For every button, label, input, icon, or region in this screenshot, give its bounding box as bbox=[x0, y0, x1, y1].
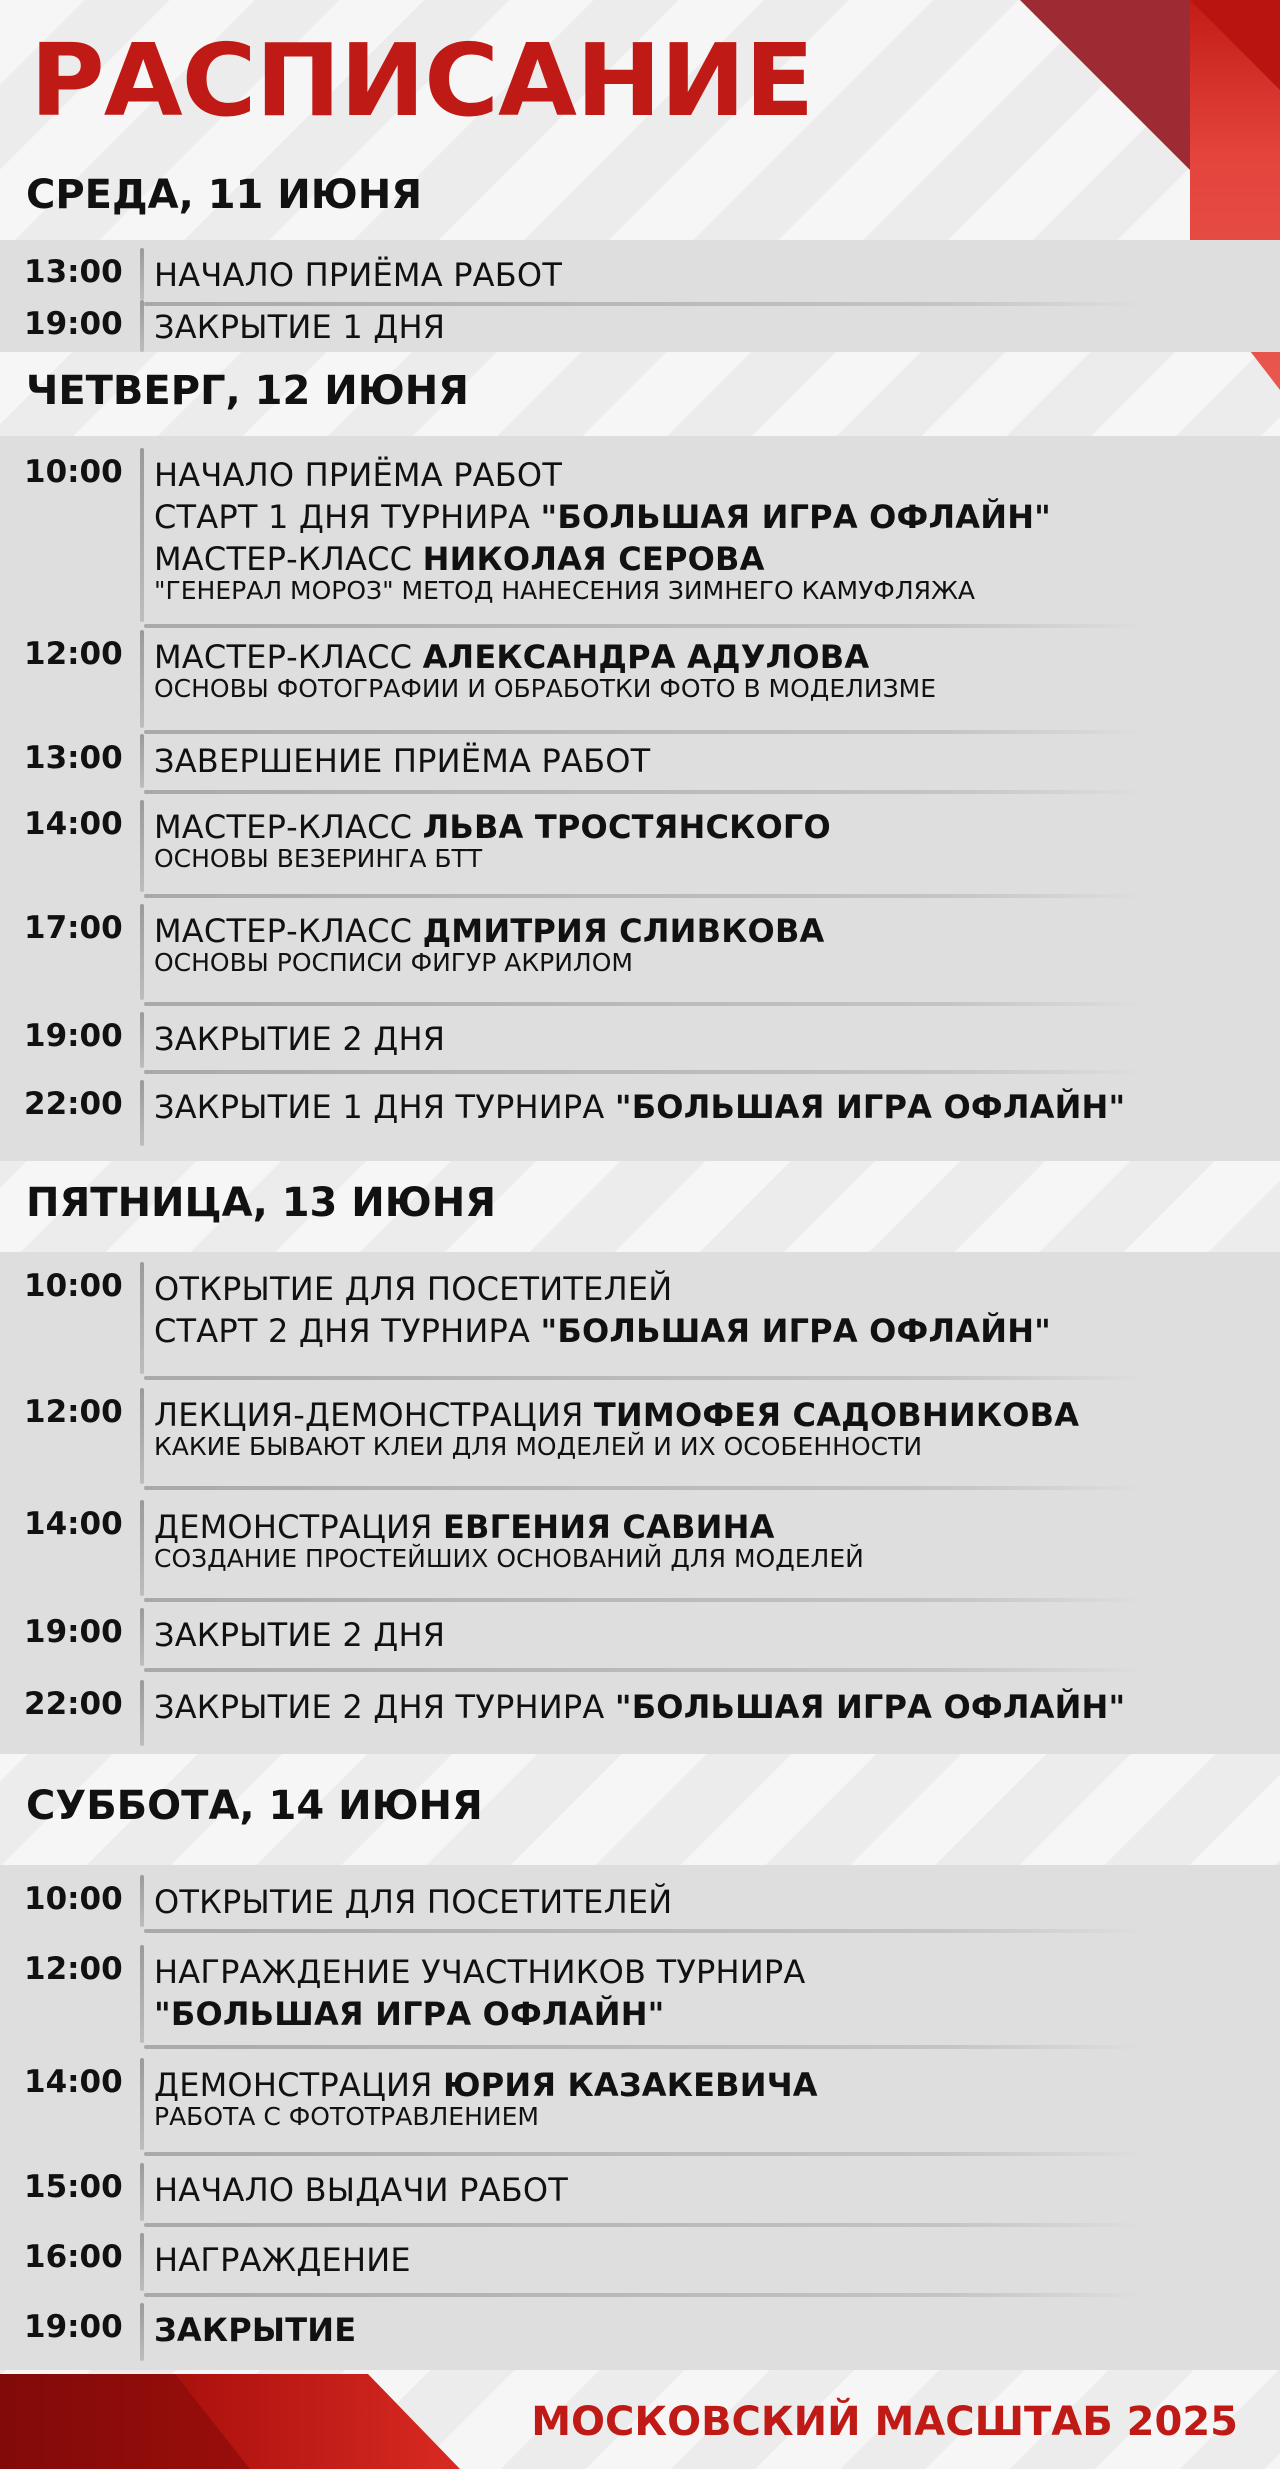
event-title bbox=[154, 912, 825, 950]
event-title bbox=[154, 1883, 672, 1921]
time-divider bbox=[140, 630, 144, 728]
event-title-text: НАГРАЖДЕНИЕ УЧАСТНИКОВ ТУРНИРА bbox=[154, 1953, 806, 1991]
row-divider bbox=[144, 2045, 1144, 2049]
event-time: 12:00 bbox=[24, 1951, 123, 1987]
time-divider bbox=[140, 2233, 144, 2291]
event-subtitle: "ГЕНЕРАЛ МОРОЗ" МЕТОД НАНЕСЕНИЯ ЗИМНЕГО КАМУФЛЯЖА bbox=[154, 576, 976, 605]
event-title-highlight: "БОЛЬШАЯ ИГРА ОФЛАЙН" bbox=[614, 1688, 1126, 1726]
time-divider bbox=[140, 1680, 144, 1746]
event-title bbox=[154, 1688, 1125, 1726]
row-divider bbox=[144, 1376, 1144, 1380]
time-divider bbox=[140, 2058, 144, 2150]
event-time: 10:00 bbox=[24, 1881, 123, 1917]
event-subtitle: ОСНОВЫ ВЕЗЕРИНГА БТТ bbox=[154, 844, 483, 873]
event-title-highlight: "БОЛЬШАЯ ИГРА ОФЛАЙН" bbox=[154, 1995, 665, 2033]
event-title-text: ЛЕКЦИЯ-ДЕМОНСТРАЦИЯ bbox=[154, 1396, 594, 1434]
event-title-text: МАСТЕР-КЛАСС bbox=[154, 540, 423, 578]
event-title bbox=[154, 2311, 356, 2349]
time-divider bbox=[140, 1500, 144, 1596]
event-time: 16:00 bbox=[24, 2239, 123, 2275]
event-time: 10:00 bbox=[24, 1268, 123, 1304]
event-time: 17:00 bbox=[24, 910, 123, 946]
event-title-highlight: "БОЛЬШАЯ ИГРА ОФЛАЙН" bbox=[614, 1088, 1126, 1126]
event-title-text: ЗАКРЫТИЕ 1 ДНЯ bbox=[154, 308, 446, 346]
row-divider bbox=[144, 1598, 1144, 1602]
event-title-highlight: "БОЛЬШАЯ ИГРА ОФЛАЙН" bbox=[540, 1312, 1052, 1350]
event-title bbox=[154, 1396, 1079, 1434]
event-title-text: ЗАКРЫТИЕ 2 ДНЯ bbox=[154, 1020, 446, 1058]
event-title bbox=[154, 1995, 665, 2033]
event-title bbox=[154, 1088, 1125, 1126]
event-title-highlight: "БОЛЬШАЯ ИГРА ОФЛАЙН" bbox=[540, 498, 1052, 536]
event-title-text: НАЧАЛО ПРИЁМА РАБОТ bbox=[154, 256, 563, 294]
row-divider bbox=[144, 1668, 1144, 1672]
time-divider bbox=[140, 1608, 144, 1666]
time-divider bbox=[140, 1875, 144, 1927]
event-title-text: ЗАКРЫТИЕ 2 ДНЯ ТУРНИРА bbox=[154, 1688, 615, 1726]
event-title-text: МАСТЕР-КЛАСС bbox=[154, 912, 423, 950]
event-title bbox=[154, 1616, 445, 1654]
event-subtitle: КАКИЕ БЫВАЮТ КЛЕИ ДЛЯ МОДЕЛЕЙ И ИХ ОСОБЕННОСТИ bbox=[154, 1432, 923, 1461]
event-title-text: ЗАКРЫТИЕ 1 ДНЯ ТУРНИРА bbox=[154, 1088, 615, 1126]
event-time: 10:00 bbox=[24, 454, 123, 490]
event-title-text: ДЕМОНСТРАЦИЯ bbox=[154, 1508, 443, 1546]
row-divider bbox=[144, 1070, 1144, 1074]
event-time: 14:00 bbox=[24, 2064, 123, 2100]
event-title bbox=[154, 540, 765, 578]
event-title-highlight: ДМИТРИЯ СЛИВКОВА bbox=[422, 912, 825, 950]
event-title-highlight: ЕВГЕНИЯ САВИНА bbox=[442, 1508, 775, 1546]
event-title-highlight: ЛЬВА ТРОСТЯНСКОГО bbox=[422, 808, 831, 846]
event-title-text: НАЧАЛО ПРИЁМА РАБОТ bbox=[154, 456, 563, 494]
time-divider bbox=[140, 904, 144, 1000]
event-time: 13:00 bbox=[24, 254, 123, 290]
event-time: 19:00 bbox=[24, 306, 123, 342]
event-title bbox=[154, 498, 1051, 536]
event-title-highlight: НИКОЛАЯ СЕРОВА bbox=[422, 540, 765, 578]
event-time: 14:00 bbox=[24, 806, 123, 842]
row-divider bbox=[144, 730, 1144, 734]
row-divider bbox=[144, 302, 1144, 306]
event-title-text: ОТКРЫТИЕ ДЛЯ ПОСЕТИТЕЛЕЙ bbox=[154, 1883, 673, 1921]
event-subtitle: РАБОТА С ФОТОТРАВЛЕНИЕМ bbox=[154, 2102, 539, 2131]
event-title-text: СТАРТ 2 ДНЯ ТУРНИРА bbox=[154, 1312, 541, 1350]
row-divider bbox=[144, 2152, 1144, 2156]
time-divider bbox=[140, 2303, 144, 2361]
event-title bbox=[154, 2066, 818, 2104]
event-time: 19:00 bbox=[24, 1614, 123, 1650]
event-title bbox=[154, 308, 445, 346]
event-title bbox=[154, 1270, 672, 1308]
day-header: ЧЕТВЕРГ, 12 ИЮНЯ bbox=[26, 368, 469, 414]
event-title-text: ЗАКРЫТИЕ 2 ДНЯ bbox=[154, 1616, 446, 1654]
event-title-text: НАГРАЖДЕНИЕ bbox=[154, 2241, 411, 2279]
event-title bbox=[154, 1020, 445, 1058]
event-title-text: ОТКРЫТИЕ ДЛЯ ПОСЕТИТЕЛЕЙ bbox=[154, 1270, 673, 1308]
event-title bbox=[154, 742, 650, 780]
event-title-highlight: ТИМОФЕЯ САДОВНИКОВА bbox=[593, 1396, 1080, 1434]
time-divider bbox=[140, 1080, 144, 1146]
event-time: 13:00 bbox=[24, 740, 123, 776]
row-divider bbox=[144, 2223, 1144, 2227]
time-divider bbox=[140, 1945, 144, 2043]
event-time: 19:00 bbox=[24, 2309, 123, 2345]
event-time: 15:00 bbox=[24, 2169, 123, 2205]
event-title bbox=[154, 456, 562, 494]
row-divider bbox=[144, 624, 1144, 628]
time-divider bbox=[140, 800, 144, 892]
event-subtitle: ОСНОВЫ РОСПИСИ ФИГУР АКРИЛОМ bbox=[154, 948, 633, 977]
event-title-text: МАСТЕР-КЛАСС bbox=[154, 638, 423, 676]
event-time: 12:00 bbox=[24, 1394, 123, 1430]
day-header: СУББОТА, 14 ИЮНЯ bbox=[26, 1783, 483, 1829]
event-title bbox=[154, 256, 562, 294]
event-time: 14:00 bbox=[24, 1506, 123, 1542]
event-time: 12:00 bbox=[24, 636, 123, 672]
time-divider bbox=[140, 248, 144, 300]
event-title-text: ЗАВЕРШЕНИЕ ПРИЁМА РАБОТ bbox=[154, 742, 651, 780]
event-title-highlight: ЮРИЯ КАЗАКЕВИЧА bbox=[442, 2066, 818, 2104]
event-title-highlight: ЗАКРЫТИЕ bbox=[154, 2311, 357, 2349]
day-header: ПЯТНИЦА, 13 ИЮНЯ bbox=[26, 1180, 496, 1226]
event-title bbox=[154, 2241, 411, 2279]
event-time: 22:00 bbox=[24, 1086, 123, 1122]
time-divider bbox=[140, 734, 144, 788]
row-divider bbox=[144, 2293, 1144, 2297]
day-header: СРЕДА, 11 ИЮНЯ bbox=[26, 172, 422, 218]
event-title-text: ДЕМОНСТРАЦИЯ bbox=[154, 2066, 443, 2104]
row-divider bbox=[144, 1002, 1144, 1006]
row-divider bbox=[144, 1486, 1144, 1490]
event-title-text: МАСТЕР-КЛАСС bbox=[154, 808, 423, 846]
event-subtitle: ОСНОВЫ ФОТОГРАФИИ И ОБРАБОТКИ ФОТО В МОДЕЛИЗМЕ bbox=[154, 674, 937, 703]
row-divider bbox=[144, 790, 1144, 794]
event-subtitle: СОЗДАНИЕ ПРОСТЕЙШИХ ОСНОВАНИЙ ДЛЯ МОДЕЛЕЙ bbox=[154, 1544, 864, 1573]
time-divider bbox=[140, 448, 144, 622]
event-title bbox=[154, 638, 869, 676]
event-time: 19:00 bbox=[24, 1018, 123, 1054]
event-title bbox=[154, 1508, 775, 1546]
event-title bbox=[154, 2171, 568, 2209]
time-divider bbox=[140, 1012, 144, 1068]
event-title bbox=[154, 1312, 1051, 1350]
time-divider bbox=[140, 1262, 144, 1374]
event-title bbox=[154, 808, 831, 846]
time-divider bbox=[140, 300, 144, 352]
event-title-text: СТАРТ 1 ДНЯ ТУРНИРА bbox=[154, 498, 541, 536]
event-title bbox=[154, 1953, 806, 1991]
event-time: 22:00 bbox=[24, 1686, 123, 1722]
row-divider bbox=[144, 1929, 1144, 1933]
row-divider bbox=[144, 894, 1144, 898]
page-title: РАСПИСАНИЕ bbox=[30, 22, 814, 139]
event-title-text: НАЧАЛО ВЫДАЧИ РАБОТ bbox=[154, 2171, 569, 2209]
event-name: МОСКОВСКИЙ МАСШТАБ 2025 bbox=[531, 2399, 1238, 2445]
time-divider bbox=[140, 2163, 144, 2221]
time-divider bbox=[140, 1388, 144, 1484]
event-title-highlight: АЛЕКСАНДРА АДУЛОВА bbox=[422, 638, 870, 676]
